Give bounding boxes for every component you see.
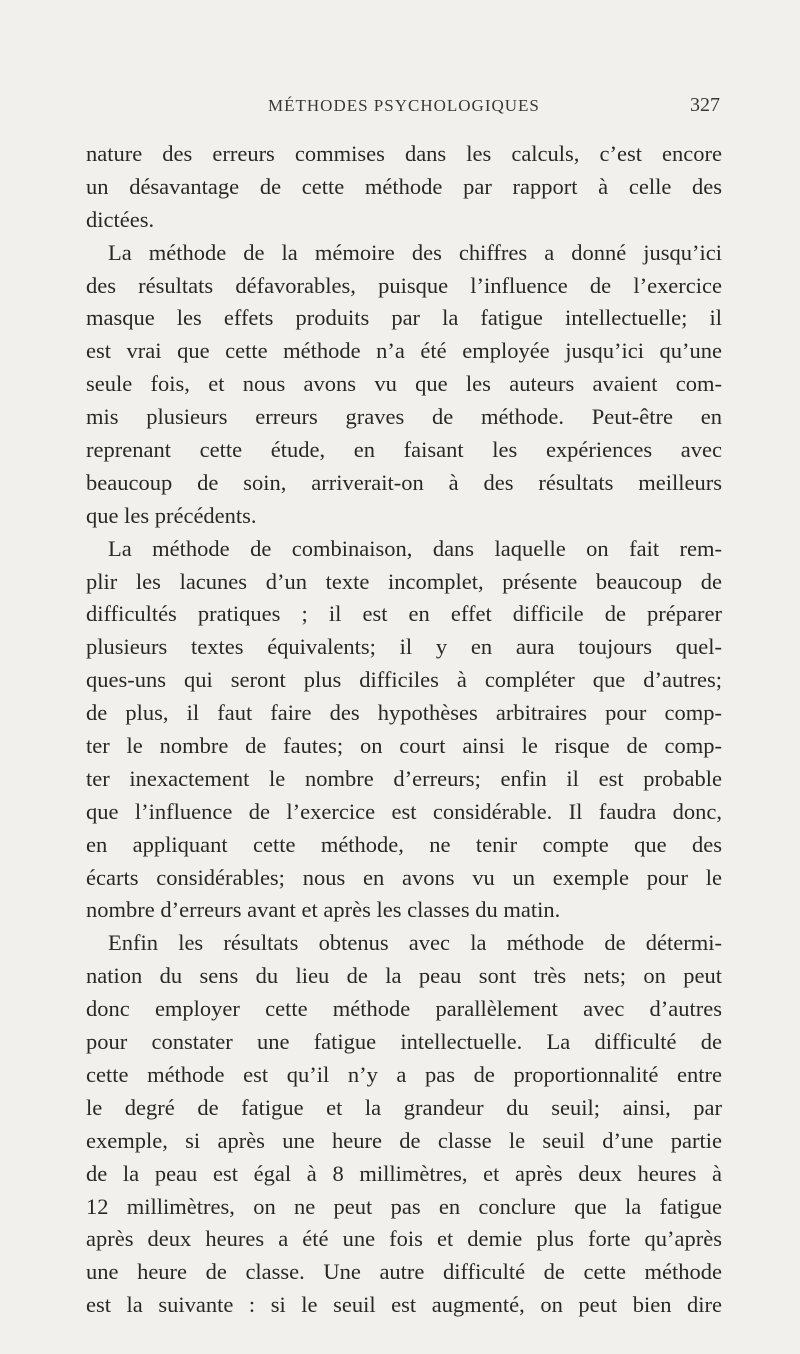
paragraph-start-line: La méthode de la mémoire des chiffres a donné jusqu’ici [108,239,722,265]
text-line: écarts considérables; nous en avons vu un exemple pour le [86,864,722,890]
text-line: de la peau est égal à 8 millimètres, et après deux heures à [86,1160,722,1186]
text-line: de plus, il faut faire des hypothèses arbitraires pour comp- [86,700,722,726]
text-line: ques-uns qui seront plus difficiles à compléter que d’autres; [86,667,722,693]
text-line: en appliquant cette méthode, ne tenir compte que des [86,831,722,857]
text-line: des résultats défavorables, puisque l’influence de l’exercice [86,272,722,298]
text-line: beaucoup de soin, arriverait-on à des résultats meilleurs [86,469,722,495]
text-line: une heure de classe. Une autre difficulté de cette méthode [86,1259,722,1285]
text-line: difficultés pratiques ; il est en effet difficile de préparer [86,601,722,627]
paragraph-start-line: Enfin les résultats obtenus avec la méthode de détermi- [108,930,722,956]
text-line: est vrai que cette méthode n’a été employée jusqu’ici qu’une [86,338,722,364]
running-title: MÉTHODES PSYCHOLOGIQUES [268,96,540,115]
text-line: est la suivante : si le seuil est augmenté, on peut bien dire [86,1292,722,1318]
text-line: pour constater une fatigue intellectuelle. La difficulté de [86,1029,722,1055]
text-line: après deux heures a été une fois et demie plus forte qu’après [86,1226,722,1252]
text-line: mis plusieurs erreurs graves de méthode. Peut-être en [86,404,722,430]
text-line: donc employer cette méthode parallèlement avec d’autres [86,996,722,1022]
text-line: reprenant cette étude, en faisant les expériences avec [86,437,722,463]
page-number: 327 [690,94,720,116]
text-line: ter le nombre de fautes; on court ainsi le risque de comp- [86,733,722,759]
text-line: plir les lacunes d’un texte incomplet, présente beaucoup de [86,568,722,594]
text-line: masque les effets produits par la fatigue intellectuelle; il [86,305,722,331]
text-line: ter inexactement le nombre d’erreurs; enfin il est probable [86,765,722,791]
text-line: nombre d’erreurs avant et après les classes du matin. [86,897,561,923]
text-line: 12 millimètres, on ne peut pas en conclure que la fatigue [86,1193,722,1219]
text-line: que l’influence de l’exercice est considérable. Il faudra donc, [86,798,722,824]
text-line: nation du sens du lieu de la peau sont très nets; on peut [86,963,722,989]
text-line: dictées. [86,206,155,232]
text-line: cette méthode est qu’il n’y a pas de proportionnalité entre [86,1061,722,1087]
paragraph-start-line: La méthode de combinaison, dans laquelle on fait rem- [108,535,722,561]
text-line: que les précédents. [86,502,257,528]
text-line: nature des erreurs commises dans les calculs, c’est encore [86,141,722,166]
body-text [86,138,722,1322]
text-line: exemple, si après une heure de classe le seuil d’une partie [86,1127,722,1153]
text-line: un désavantage de cette méthode par rapport à celle des [86,173,722,199]
text-line: seule fois, et nous avons vu que les auteurs avaient com- [86,371,722,397]
text-line: plusieurs textes équivalents; il y en aura toujours quel- [86,634,722,660]
text-line: le degré de fatigue et la grandeur du seuil; ainsi, par [86,1094,722,1120]
